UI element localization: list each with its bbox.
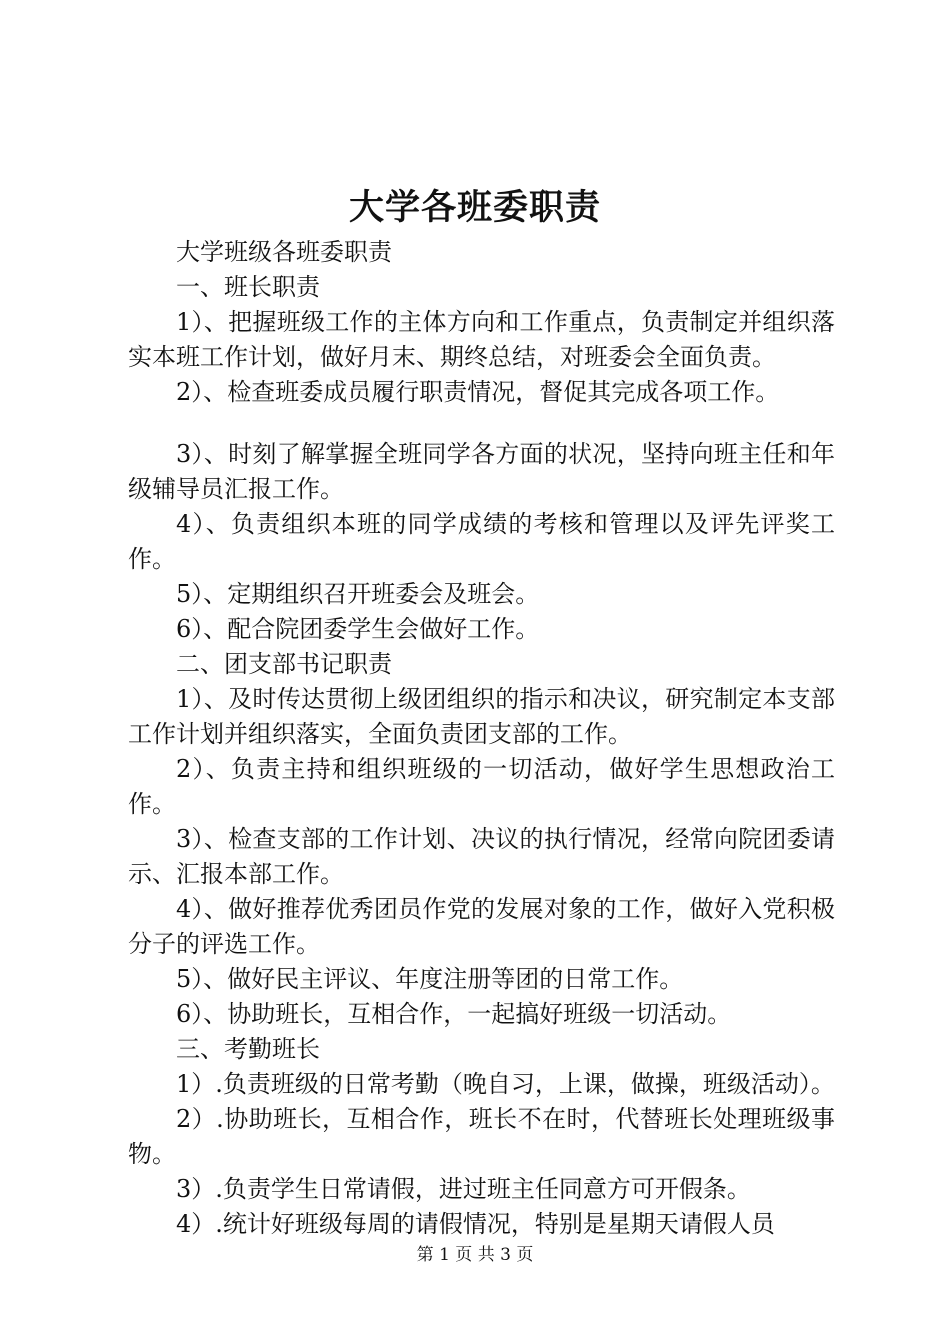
paragraph-heading: 大学班级各班委职责 bbox=[176, 238, 392, 266]
paragraph: 4）、负责组织本班的同学成绩的考核和管理以及评先评奖工作。 bbox=[128, 510, 835, 573]
paragraph: 6）、协助班长，互相合作，一起搞好班级一切活动。 bbox=[176, 1000, 732, 1028]
document-title: 大学各班委职责 bbox=[348, 187, 601, 228]
page-number-footer: 第 1 页 共 3 页 bbox=[416, 1245, 534, 1265]
paragraph: 3）、检查支部的工作计划、决议的执行情况，经常向院团委请示、汇报本部工作。 bbox=[128, 825, 835, 888]
paragraph: 5）、定期组织召开班委会及班会。 bbox=[176, 580, 540, 608]
paragraph: 5）、做好民主评议、年度注册等团的日常工作。 bbox=[176, 965, 684, 993]
paragraph: 4）、做好推荐优秀团员作党的发展对象的工作，做好入党积极分子的评选工作。 bbox=[128, 895, 835, 958]
document-body bbox=[128, 235, 835, 1242]
section-heading-monitor: 一、班长职责 bbox=[176, 273, 320, 301]
paragraph: 3）.负责学生日常请假，进过班主任同意方可开假条。 bbox=[176, 1175, 751, 1203]
paragraph: 3）、时刻了解掌握全班同学各方面的状况，坚持向班主任和年级辅导员汇报工作。 bbox=[128, 440, 835, 503]
paragraph: 2）、负责主持和组织班级的一切活动，做好学生思想政治工作。 bbox=[128, 755, 835, 818]
paragraph: 2）.协助班长，互相合作，班长不在时，代替班长处理班级事物。 bbox=[128, 1105, 835, 1168]
paragraph: 4）.统计好班级每周的请假情况，特别是星期天请假人员 bbox=[176, 1210, 775, 1238]
paragraph: 1）.负责班级的日常考勤（晚自习，上课，做操，班级活动）。 bbox=[176, 1070, 835, 1098]
paragraph: 1）、把握班级工作的主体方向和工作重点，负责制定并组织落实本班工作计划，做好月末、期终总结，对班委会全面负责。 bbox=[128, 308, 835, 371]
paragraph: 1）、及时传达贯彻上级团组织的指示和决议，研究制定本支部工作计划并组织落实，全面负责团支部的工作。 bbox=[128, 685, 835, 748]
paragraph: 6）、配合院团委学生会做好工作。 bbox=[176, 615, 540, 643]
paragraph: 2）、检查班委成员履行职责情况，督促其完成各项工作。 bbox=[176, 378, 780, 406]
section-heading-league-secretary: 二、团支部书记职责 bbox=[176, 650, 392, 678]
section-heading-attendance-monitor: 三、考勤班长 bbox=[176, 1035, 320, 1063]
